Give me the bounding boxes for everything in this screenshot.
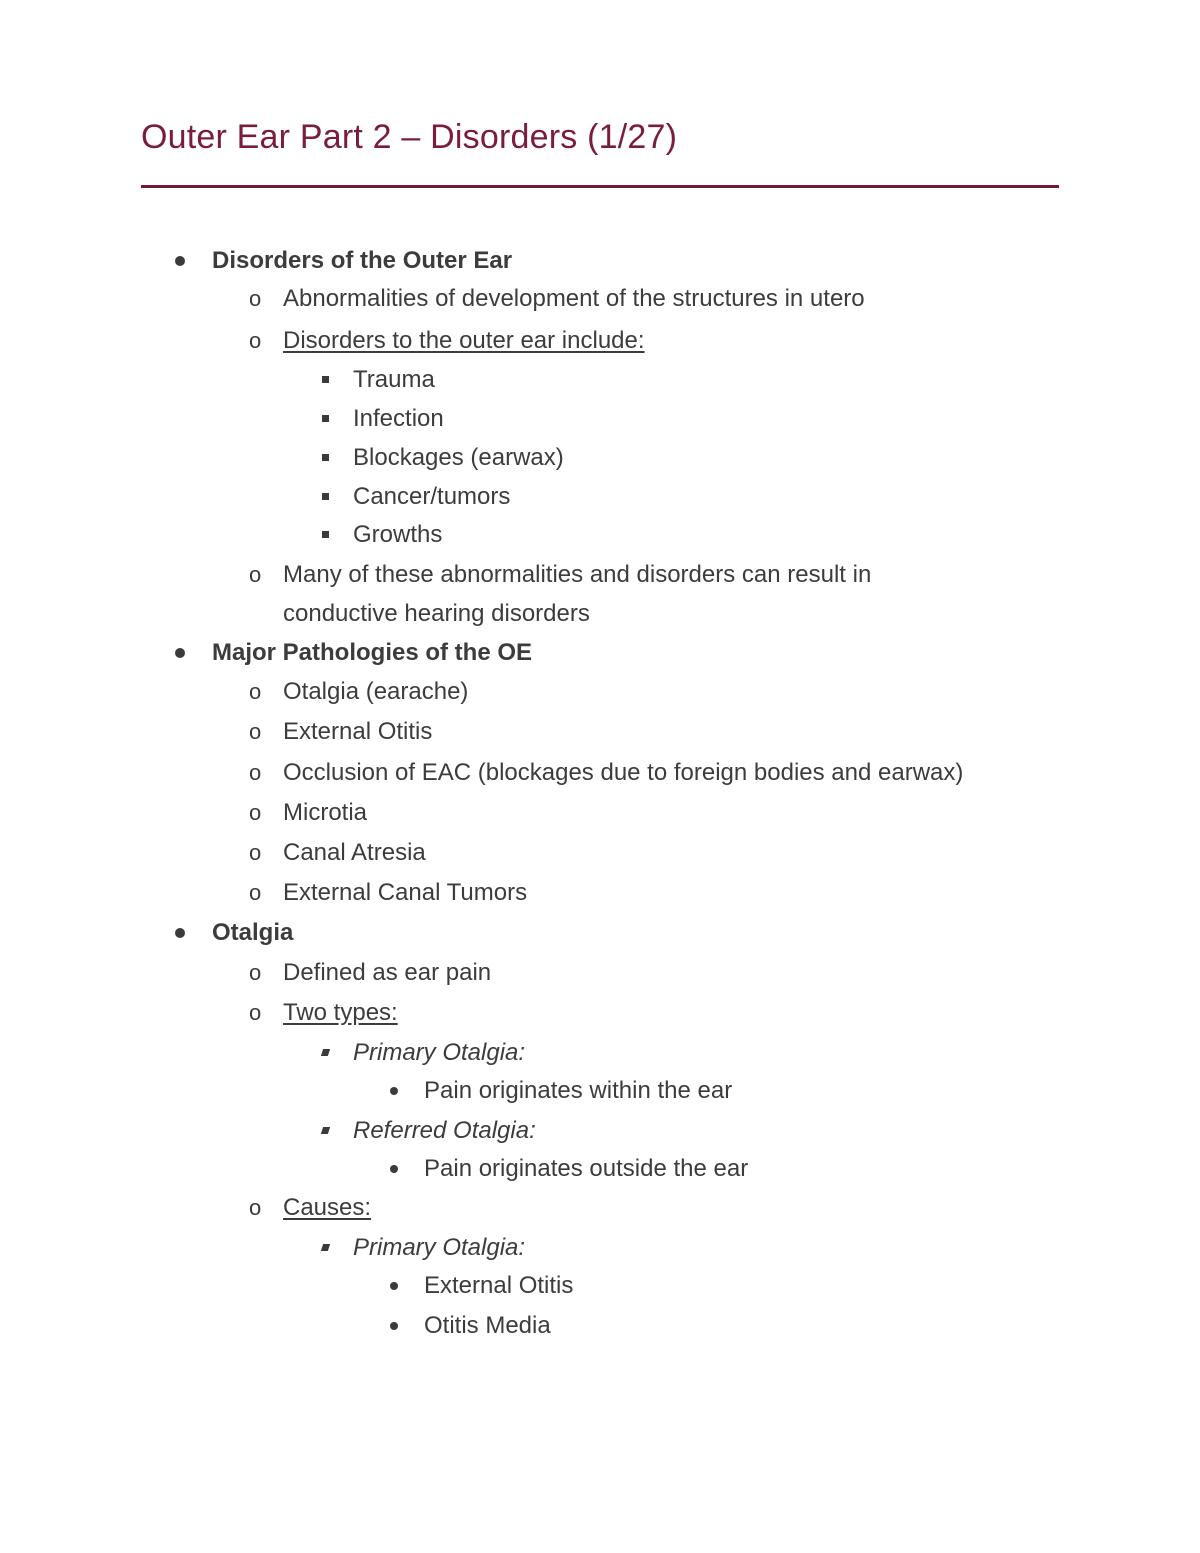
outline-item-level-2: Occlusion of EAC (blockages due to foreign bodies and earwax): [283, 759, 964, 786]
bullet-circle-icon: o: [249, 800, 262, 825]
outline-item-level-4: Otitis Media: [424, 1312, 551, 1339]
outline-item-level-2: Otalgia (earache): [283, 678, 469, 705]
outline-item-level-1: Otalgia: [212, 919, 294, 946]
bullet-circle-icon: o: [249, 1195, 262, 1220]
outline-item-level-2: Canal Atresia: [283, 839, 426, 866]
outline-item-level-3: Trauma: [353, 366, 435, 393]
bullet-square-icon: [321, 1049, 330, 1056]
outline-item-level-4: External Otitis: [424, 1272, 574, 1299]
bullet-dot-icon: [390, 1087, 398, 1095]
bullet-circle-icon: o: [249, 719, 262, 744]
bullet-square-icon: [322, 493, 329, 500]
bullet-square-icon: [321, 1127, 330, 1134]
bullet-square-icon: [321, 1244, 330, 1251]
outline-item-level-2: Disorders to the outer ear include:: [283, 327, 645, 354]
outline-item-level-3: Referred Otalgia:: [353, 1117, 536, 1144]
bullet-disc-icon: [175, 648, 185, 658]
bullet-circle-icon: o: [249, 1000, 262, 1025]
outline-item-level-3: Cancer/tumors: [353, 483, 511, 510]
outline-item-level-1: Disorders of the Outer Ear: [212, 247, 513, 274]
bullet-circle-icon: o: [249, 328, 262, 353]
outline-item-level-3: Growths: [353, 521, 443, 548]
outline-item-level-2: Microtia: [283, 799, 368, 826]
title-divider: [141, 185, 1059, 188]
outline-item-level-3: Primary Otalgia:: [353, 1039, 526, 1066]
bullet-dot-icon: [390, 1282, 398, 1290]
bullet-square-icon: [322, 415, 329, 422]
bullet-circle-icon: o: [249, 880, 262, 905]
outline-item-level-3: Blockages (earwax): [353, 444, 564, 471]
bullet-square-icon: [322, 454, 329, 461]
outline-item-level-2: Two types:: [283, 999, 398, 1026]
bullet-circle-icon: o: [249, 286, 262, 311]
bullet-circle-icon: o: [249, 840, 262, 865]
bullet-square-icon: [322, 376, 329, 383]
bullet-circle-icon: o: [249, 960, 262, 985]
outline-item-level-2: Many of these abnormalities and disorders can result in: [283, 561, 872, 588]
bullet-circle-icon: o: [249, 562, 262, 587]
bullet-circle-icon: o: [249, 760, 262, 785]
bullet-dot-icon: [390, 1165, 398, 1173]
bullet-circle-icon: o: [249, 679, 262, 704]
page-title: Outer Ear Part 2 – Disorders (1/27): [141, 118, 678, 156]
bullet-dot-icon: [390, 1322, 398, 1330]
outline-item-level-2: conductive hearing disorders: [283, 600, 590, 627]
outline-item-level-2: External Otitis: [283, 718, 433, 745]
outline-item-level-2: Abnormalities of development of the structures in utero: [283, 285, 865, 312]
outline-item-level-4: Pain originates outside the ear: [424, 1155, 749, 1182]
bullet-disc-icon: [175, 928, 185, 938]
outline-item-level-4: Pain originates within the ear: [424, 1077, 733, 1104]
outline-item-level-3: Primary Otalgia:: [353, 1234, 526, 1261]
outline-item-level-2: External Canal Tumors: [283, 879, 528, 906]
outline-item-level-1: Major Pathologies of the OE: [212, 639, 533, 666]
outline-item-level-3: Infection: [353, 405, 444, 432]
bullet-square-icon: [322, 531, 329, 538]
bullet-disc-icon: [175, 256, 185, 266]
outline-item-level-2: Defined as ear pain: [283, 959, 492, 986]
outline-item-level-2: Causes:: [283, 1194, 372, 1221]
